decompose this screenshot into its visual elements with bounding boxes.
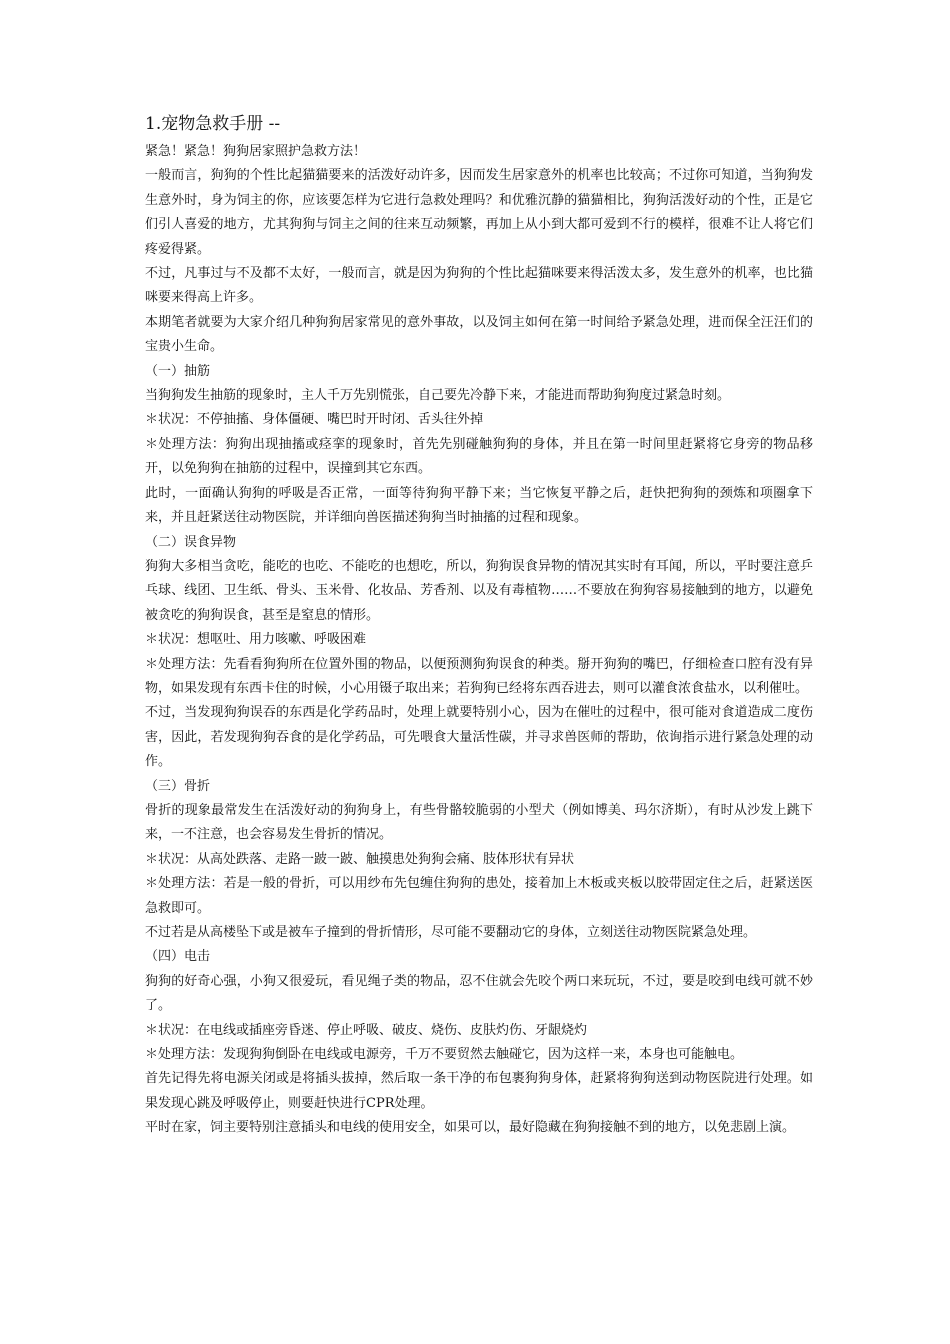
document-body xyxy=(145,140,813,1141)
paragraph: ＊状况：从高处跌落、走路一跛一跛、触摸患处狗狗会痛、肢体形状有异状 xyxy=(145,851,575,867)
section-heading: （一）抽筋 xyxy=(145,363,211,379)
paragraph: ＊处理方法：先看看狗狗所在位置外围的物品，以便预测狗狗误食的种类。掰开狗狗的嘴巴，仔细检查口腔有没有异物，如果发现有东西卡住的时候，小心用镊子取出来；若狗狗已经将东西吞进去，则可以灌食浓食盐水，以利催吐。 xyxy=(145,656,813,696)
paragraph: 不过，当发现狗狗误吞的东西是化学药品时，处理上就要特别小心，因为在催吐的过程中，很可能对食道造成二度伤害，因此，若发现狗狗吞食的是化学药品，可先喂食大量活性碳，并寻求兽医师的帮助，依询指示进行紧急处理的动作。 xyxy=(145,705,813,770)
paragraph: 平时在家，饲主要特别注意插头和电线的使用安全，如果可以，最好隐藏在狗狗接触不到的地方，以免悲剧上演。 xyxy=(145,1120,796,1136)
paragraph: 狗狗大多相当贪吃，能吃的也吃、不能吃的也想吃，所以，狗狗误食异物的情况其实时有耳闻，所以，平时要注意乒乓球、线团、卫生纸、骨头、玉米骨、化妆品、芳香剂、以及有毒植物……不要放在狗狗容易接触到的地方，以避免被贪吃的狗狗误食，甚至是窒息的情形。 xyxy=(145,558,813,623)
paragraph: ＊状况：在电线或插座旁昏迷、停止呼吸、破皮、烧伤、皮肤灼伤、牙龈烧灼 xyxy=(145,1022,588,1038)
paragraph: ＊状况：想呕吐、用力咳嗽、呼吸困难 xyxy=(145,632,367,648)
paragraph: 首先记得先将电源关闭或是将插头拔掉，然后取一条干净的布包裹狗狗身体，赶紧将狗狗送到动物医院进行处理。如果发现心跳及呼吸停止，则要赶快进行CPR处理。 xyxy=(145,1071,813,1111)
section-heading: （三）骨折 xyxy=(145,778,211,794)
paragraph: ＊处理方法：若是一般的骨折，可以用纱布先包缠住狗狗的患处，接着加上木板或夹板以胶带固定住之后，赶紧送医急救即可。 xyxy=(145,876,813,916)
paragraph: 不过若是从高楼坠下或是被车子撞到的骨折情形，尽可能不要翻动它的身体，立刻送往动物医院紧急处理。 xyxy=(145,925,757,940)
paragraph: ＊处理方法：发现狗狗倒卧在电线或电源旁，千万不要贸然去触碰它，因为这样一来，本身也可能触电。 xyxy=(145,1047,744,1063)
paragraph: 不过，凡事过与不及都不太好，一般而言，就是因为狗狗的个性比起猫咪要来得活泼太多，发生意外的机率，也比猫咪要来得高上许多。 xyxy=(145,266,813,306)
paragraph: 本期笔者就要为大家介绍几种狗狗居家常见的意外事故，以及饲主如何在第一时间给予紧急处理，进而保全汪汪们的宝贵小生命。 xyxy=(145,314,813,355)
paragraph: 此时，一面确认狗狗的呼吸是否正常，一面等待狗狗平静下来；当它恢复平静之后，赶快把狗狗的颈炼和项圈拿下来，并且赶紧送往动物医院，并详细向兽医描述狗狗当时抽搐的过程和现象。 xyxy=(145,485,813,526)
paragraph: 当狗狗发生抽筋的现象时，主人千万先别慌张，自己要先冷静下来，才能进而帮助狗狗度过紧急时刻。 xyxy=(145,388,731,404)
paragraph: 狗狗的好奇心强，小狗又很爱玩，看见绳子类的物品，忍不住就会先咬个两口来玩玩，不过，要是咬到电线可就不妙了。 xyxy=(145,973,813,1014)
section-heading: （四）电击 xyxy=(145,949,211,965)
page-title: 1.宠物急救手册 -- xyxy=(145,114,281,134)
paragraph: 一般而言，狗狗的个性比起猫猫要来的活泼好动许多，因而发生居家意外的机率也比较高；不过你可知道，当狗狗发生意外时，身为饲主的你，应该要怎样为它进行急救处理吗？和优雅沉静的猫猫相比，狗狗活泼好动的个性，正是它们引人喜爱的地方，尤其狗狗与饲主之间的往来互动频繁，再加上从小到大都可爱到不行的模样，很难不让人将它们疼爱得紧。 xyxy=(145,168,813,257)
section-heading: （二）误食异物 xyxy=(145,534,237,550)
document-page xyxy=(145,110,813,1141)
paragraph: 紧急！紧急！狗狗居家照护急救方法！ xyxy=(145,144,367,159)
paragraph: ＊处理方法：狗狗出现抽搐或痉挛的现象时，首先先别碰触狗狗的身体，并且在第一时间里赶紧将它身旁的物品移开，以免狗狗在抽筋的过程中，误撞到其它东西。 xyxy=(145,436,813,477)
paragraph: 骨折的现象最常发生在活泼好动的狗狗身上，有些骨骼较脆弱的小型犬（例如博美、玛尔济斯），有时从沙发上跳下来，一不注意，也会容易发生骨折的情况。 xyxy=(145,802,813,843)
paragraph: ＊状况：不停抽搐、身体僵硬、嘴巴时开时闭、舌头往外掉 xyxy=(145,412,484,428)
